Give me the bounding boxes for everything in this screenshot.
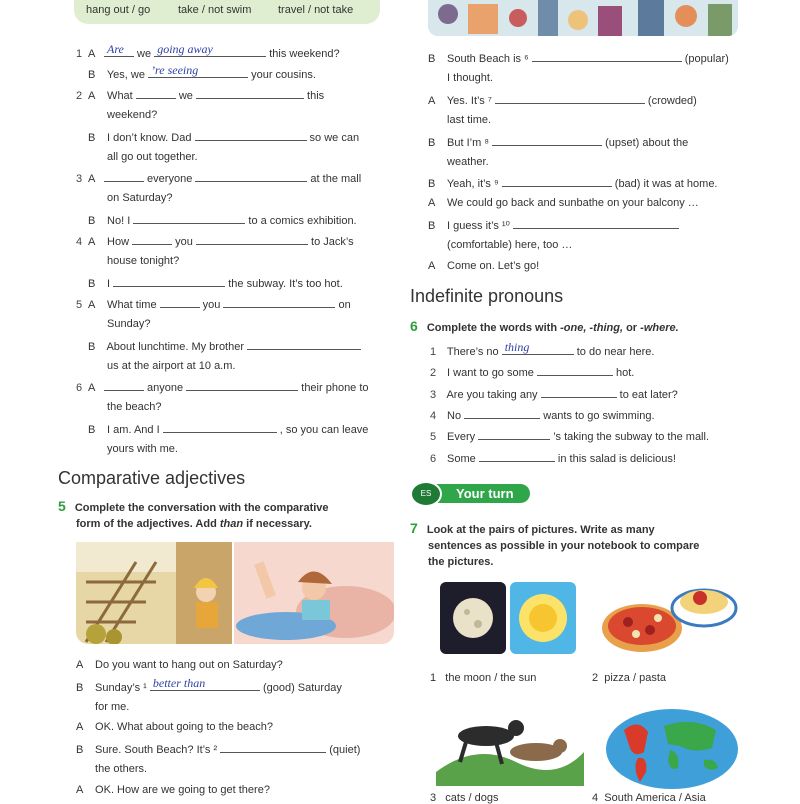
phone-call-illustration (76, 542, 394, 644)
caption-number: 3 (430, 792, 437, 804)
exercise-4-line (76, 317, 150, 331)
speaker-label: B (88, 277, 96, 290)
answer-blank[interactable] (495, 92, 645, 104)
line-text: your cousins. (248, 68, 316, 81)
line-text: We could go back and sunbathe on your balcony … (444, 197, 699, 210)
instruction-text: form of the adjectives. Add (76, 518, 220, 530)
speaker-label: A (428, 197, 436, 210)
beach-crowd-picture (428, 0, 738, 36)
instruction-text: or (623, 322, 641, 334)
beach-crowd-illustration (428, 0, 738, 36)
exercise-7-instructions (410, 520, 699, 570)
item-number: 1 (76, 48, 83, 60)
instruction-text: Complete the conversation with the comparative (74, 502, 329, 514)
line-text: Sure. South Beach? It’s ² (92, 744, 221, 757)
filled-answer: better than (152, 675, 206, 690)
line-text: Every (444, 431, 479, 444)
answer-blank[interactable] (479, 450, 555, 462)
pizza-pasta-illustration (600, 578, 740, 658)
exercise-4-line (76, 62, 316, 82)
dialog-line (76, 783, 270, 797)
dialog-line (428, 259, 539, 273)
speaker-label: B (88, 131, 96, 144)
dialog-line (428, 238, 572, 252)
exercise-4-line (76, 191, 173, 205)
caption-text: the moon / the sun (445, 672, 537, 684)
dialog-line (428, 175, 718, 191)
answer-blank[interactable] (532, 50, 682, 62)
answer-blank[interactable] (537, 364, 613, 376)
line-text: weekend? (104, 108, 158, 121)
speaker-label: B (76, 681, 84, 694)
word-box-item: hang out / go (86, 4, 151, 16)
caption-3 (430, 792, 499, 804)
instruction-text: Complete the words with (426, 322, 561, 334)
filled-answer: going away (157, 42, 213, 56)
exercise-6-line (430, 428, 709, 444)
answer-blank[interactable] (104, 379, 144, 391)
line-text: Yeah, it’s ⁹ (444, 178, 502, 191)
dialog-line (76, 741, 360, 757)
speaker-label: A (88, 48, 96, 60)
speech-icon: ES (410, 481, 442, 507)
speaker-label: B (428, 53, 436, 65)
line-text: this weekend? (266, 48, 340, 60)
dialog-line (428, 92, 697, 108)
answer-blank[interactable] (132, 233, 172, 245)
filled-answer: ’re seeing (151, 62, 199, 77)
line-text: we (134, 48, 155, 60)
line-text: the others. (92, 763, 148, 775)
answer-blank[interactable] (478, 428, 550, 440)
line-text: Some (444, 452, 479, 465)
world-map-illustration (604, 708, 740, 790)
line-text: the subway. It’s too hot. (225, 277, 343, 290)
line-text: I (104, 277, 114, 290)
speaker-label: A (88, 382, 96, 395)
exercise-4-line (76, 170, 361, 186)
line-text: (bad) it was at home. (611, 178, 718, 191)
speaker-label: A (88, 173, 96, 186)
caption-number: 4 (592, 792, 599, 804)
word-box-item: travel / not take (278, 4, 354, 16)
exercise-4-line (76, 212, 357, 228)
line-text: Do you want to hang out on Saturday? (92, 659, 283, 671)
line-text: What (104, 89, 136, 102)
speaker-label: A (428, 94, 436, 107)
dialog-line (76, 700, 129, 714)
speaker-label: A (76, 783, 84, 796)
line-text: to Jack’s (307, 236, 354, 249)
speaker-label: B (88, 424, 96, 437)
line-text: Sunday? (104, 317, 151, 330)
line-text: (popular) (681, 53, 729, 65)
line-text: for me. (92, 700, 130, 713)
line-text: us at the airport at 10 a.m. (104, 359, 236, 372)
cats-dogs-illustration (436, 702, 584, 786)
line-text: How (104, 236, 133, 249)
line-text: OK. How are we going to get there? (92, 783, 270, 796)
speaker-label: A (76, 721, 84, 734)
exercise-4-line (76, 421, 368, 437)
answer-blank[interactable] (113, 275, 225, 287)
moon-sun-illustration (440, 582, 578, 654)
caption-text: cats / dogs (445, 792, 499, 804)
line-text: on Saturday? (104, 192, 173, 205)
speaker-label: B (88, 68, 96, 81)
line-text: at the mall (307, 173, 362, 186)
exercise-4-line (76, 233, 354, 249)
speaker-label: B (88, 340, 96, 353)
exercise-6-instructions (410, 318, 679, 336)
line-text: weather. (444, 155, 489, 168)
dialog-line (428, 50, 729, 66)
answer-blank[interactable] (133, 212, 245, 224)
answer-blank[interactable] (513, 217, 679, 229)
exercise-5-instructions (58, 498, 329, 532)
line-text: But I’m ⁸ (444, 136, 493, 149)
caption-4 (592, 792, 706, 804)
speaker-label: A (88, 236, 96, 249)
answer-blank[interactable] (136, 87, 176, 99)
answer-blank[interactable] (163, 421, 277, 433)
line-text: everyone (144, 173, 196, 186)
line-text: (comfortable) here, too … (444, 239, 573, 252)
line-text: so we can (306, 131, 360, 144)
speaker-label: B (76, 744, 84, 757)
dialog-line (76, 658, 283, 672)
dialog-line (428, 217, 679, 233)
exercise-6-line (430, 340, 655, 359)
line-text: I thought. (444, 71, 493, 84)
line-text: to do near here. (573, 346, 655, 358)
line-text: anyone (144, 382, 187, 395)
exercise-4-line (76, 338, 361, 354)
instruction-emphasis: than (219, 518, 244, 530)
exercise-6-line (430, 386, 678, 402)
answer-blank[interactable] (154, 42, 266, 57)
speaker-label: B (428, 136, 436, 149)
line-text: No (444, 409, 465, 422)
line-text: No! I (104, 215, 134, 228)
item-number: 1 (430, 346, 437, 358)
line-text: South Beach is ⁶ (444, 53, 532, 65)
line-text: I don’t know. Dad (104, 131, 195, 144)
exercise-4-line (76, 150, 198, 164)
line-text: Are you taking any (444, 388, 541, 401)
line-text: (upset) about the (602, 136, 689, 149)
speaker-label: A (88, 298, 96, 311)
caption-text: South America / Asia (604, 792, 706, 804)
exercise-4-line (76, 379, 369, 395)
exercise-number: 7 (410, 520, 418, 536)
line-text: I want to go some (444, 367, 537, 380)
line-text: ’s taking the subway to the mall. (550, 431, 710, 444)
dialog-line (428, 134, 688, 150)
line-text: Yes. It’s ⁷ (444, 94, 495, 107)
answer-blank[interactable] (196, 233, 308, 245)
item-number: 3 (76, 173, 83, 186)
answer-blank[interactable] (150, 675, 260, 691)
answer-blank[interactable] (195, 170, 307, 182)
answer-blank[interactable] (160, 296, 200, 308)
speaker-label: B (428, 178, 436, 191)
speaker-label: A (428, 260, 436, 272)
answer-blank[interactable] (148, 62, 248, 78)
line-text: all go out together. (104, 150, 198, 163)
item-number: 2 (430, 367, 437, 380)
item-number: 5 (430, 431, 437, 444)
exercise-6-line (430, 450, 676, 466)
exercise-number: 6 (410, 318, 418, 334)
item-number: 5 (76, 298, 83, 311)
exercise-4-line (76, 275, 343, 291)
answer-blank[interactable] (464, 407, 540, 419)
answer-blank[interactable] (502, 175, 612, 187)
speaker-label: B (88, 215, 96, 228)
speaker-label: A (76, 659, 84, 671)
line-text: (crowded) (644, 94, 697, 107)
filled-answer: thing (504, 340, 530, 354)
cats-dogs-picture (436, 702, 584, 786)
exercise-4-line (76, 254, 179, 268)
section-heading-indefinite: Indefinite pronouns (410, 286, 564, 306)
line-text: on (335, 298, 351, 311)
line-text: you (172, 236, 196, 249)
item-number: 2 (76, 89, 83, 102)
speaker-label: B (428, 220, 436, 233)
instruction-text: the pictures. (428, 556, 494, 568)
line-text: the beach? (104, 401, 162, 414)
answer-blank[interactable] (186, 379, 298, 391)
answer-blank[interactable] (541, 386, 617, 398)
exercise-4-line (76, 359, 235, 373)
line-text: Come on. Let’s go! (444, 260, 540, 272)
line-text: their phone to (298, 382, 369, 395)
dialog-line (428, 155, 489, 169)
dialog-line (428, 113, 491, 127)
word-box-item: take / not swim (178, 4, 252, 16)
item-number: 4 (430, 409, 437, 422)
world-map-picture (604, 708, 740, 790)
instruction-emphasis: -where. (640, 322, 679, 334)
line-text: What time (104, 298, 160, 311)
line-text: hot. (612, 367, 635, 380)
line-text: , so you can leave (276, 424, 369, 437)
exercise-4-line (76, 87, 324, 103)
dialog-line (76, 720, 273, 734)
line-text: in this salad is delicious! (554, 452, 676, 465)
speaker-label: A (88, 89, 96, 102)
line-text: this (303, 89, 325, 102)
line-text: Sunday’s ¹ (92, 681, 150, 694)
answer-blank[interactable] (502, 340, 574, 355)
line-text: last time. (444, 113, 492, 126)
line-text: About lunchtime. My brother (104, 340, 248, 353)
exercise-4-line (76, 108, 157, 122)
section-heading-comparative: Comparative adjectives (58, 468, 246, 488)
instruction-text: if necessary. (243, 518, 312, 530)
line-text: There’s no (444, 346, 502, 358)
answer-blank[interactable] (247, 338, 361, 350)
instruction-text: Look at the pairs of pictures. Write as many (426, 524, 655, 536)
instruction-emphasis: -one, -thing, (560, 322, 624, 334)
line-text: I guess it’s ¹⁰ (444, 220, 514, 233)
exercise-4-line (76, 400, 162, 414)
line-text: (good) Saturday (259, 681, 342, 694)
caption-number: 1 (430, 672, 437, 684)
dialog-line (76, 762, 147, 776)
caption-number: 2 (592, 672, 599, 684)
dialog-line (76, 675, 342, 695)
answer-blank[interactable] (104, 170, 144, 182)
line-text: we (175, 89, 196, 102)
exercise-6-line (430, 407, 655, 423)
your-turn-label: Your turn (456, 486, 514, 501)
line-text: (quiet) (326, 744, 361, 757)
item-number: 4 (76, 236, 83, 249)
answer-blank[interactable] (195, 129, 307, 141)
exercise-4-line (76, 129, 359, 145)
answer-blank[interactable] (104, 42, 134, 57)
caption-1 (430, 672, 536, 684)
answer-blank[interactable] (196, 87, 304, 99)
exercise-4-line (76, 442, 178, 456)
pizza-pasta-picture (600, 578, 740, 658)
exercise-number: 5 (58, 498, 66, 514)
exercise-4-line (76, 42, 340, 61)
line-text: I am. And I (104, 424, 163, 437)
line-text: you (199, 298, 224, 311)
exercise-6-line (430, 364, 634, 380)
exercise-4-line (76, 296, 351, 312)
answer-blank[interactable] (220, 741, 326, 753)
instruction-text: sentences as possible in your notebook to compare (428, 540, 700, 552)
line-text: yours with me. (104, 443, 178, 456)
line-text: Yes, we (104, 68, 149, 81)
caption-text: pizza / pasta (604, 672, 667, 684)
dialog-line (428, 196, 699, 210)
line-text: house tonight? (104, 255, 180, 267)
line-text: to eat later? (616, 388, 678, 401)
phone-call-picture (76, 542, 394, 644)
dialog-line (428, 71, 493, 85)
item-number: 6 (430, 452, 437, 465)
filled-answer: Are (107, 42, 124, 56)
item-number: 6 (76, 382, 83, 395)
answer-blank[interactable] (223, 296, 335, 308)
answer-blank[interactable] (492, 134, 602, 146)
moon-sun-picture (440, 582, 578, 654)
line-text: to a comics exhibition. (245, 215, 357, 228)
item-number: 3 (430, 388, 437, 401)
line-text: wants to go swimming. (540, 409, 655, 422)
word-box (74, 0, 380, 24)
line-text: OK. What about going to the beach? (92, 721, 274, 734)
caption-2 (592, 672, 666, 684)
